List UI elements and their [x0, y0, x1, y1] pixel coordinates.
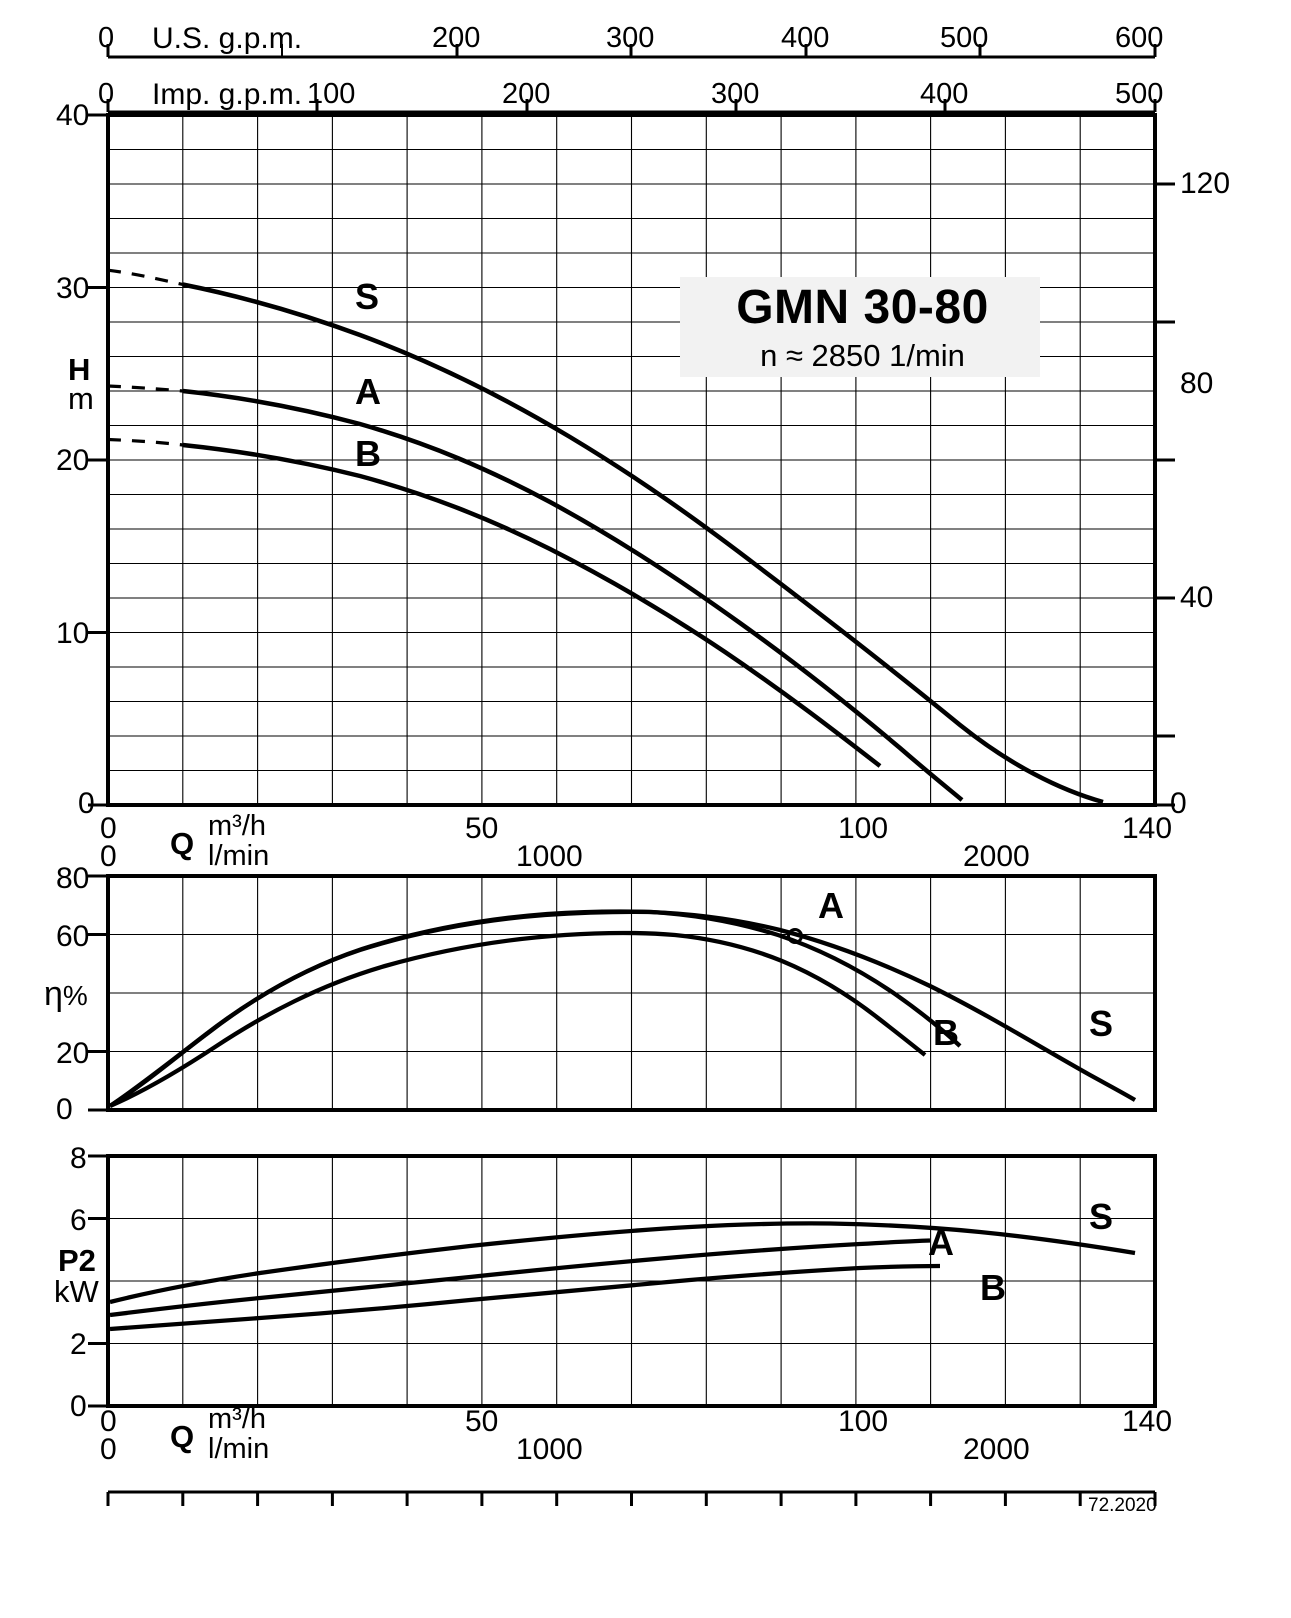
- efficiency-chart: [0, 872, 1291, 1122]
- tick-q-m3h-bottom-50: 50: [465, 1405, 499, 1438]
- tick-eta-60: 60: [56, 920, 90, 953]
- curve-label-head-S: S: [355, 276, 380, 317]
- axis-unit-m3h-bottom: m³/h: [208, 1403, 266, 1435]
- tick-p2-8: 8: [70, 1142, 87, 1175]
- title-speed: n ≈ 2850 1/min: [760, 338, 965, 373]
- curve-label-head-B: B: [355, 433, 381, 474]
- axis-label-Q-top: Q: [170, 826, 195, 861]
- axis-label-us-gpm: U.S. g.p.m.: [152, 22, 303, 55]
- tick-us-gpm-400: 400: [781, 22, 830, 54]
- tick-eta-20: 20: [56, 1037, 90, 1070]
- tick-head-0: 0: [78, 787, 95, 820]
- curve-label-p2-S: S: [1089, 1196, 1114, 1237]
- tick-head-right-0: 0: [1170, 787, 1187, 820]
- tick-head-right-120: 120: [1180, 167, 1231, 200]
- tick-imp-gpm-300: 300: [711, 78, 760, 110]
- axis-label-imp-gpm: Imp. g.p.m.: [152, 78, 303, 111]
- tick-head-20: 20: [56, 444, 90, 477]
- tick-us-gpm-300: 300: [606, 22, 655, 54]
- tick-q-m3h-100: 100: [838, 812, 889, 845]
- tick-imp-gpm-100: 100: [307, 78, 356, 110]
- tick-eta-0: 0: [56, 1093, 73, 1126]
- axis-label-P2: P2: [58, 1243, 96, 1278]
- curve-label-eta-A: A: [818, 885, 844, 926]
- axis-label-eta: η%: [44, 975, 88, 1013]
- tick-q-lmin-bottom-0: 0: [100, 1433, 117, 1466]
- tick-us-gpm-200: 200: [432, 22, 481, 54]
- tick-q-m3h-140: 140: [1122, 812, 1173, 845]
- tick-head-right-80: 80: [1180, 367, 1214, 400]
- tick-head-40: 40: [56, 99, 90, 132]
- head-chart: [0, 110, 1291, 820]
- tick-p2-0: 0: [70, 1390, 87, 1423]
- axis-label-Q-bottom: Q: [170, 1419, 195, 1454]
- tick-q-lmin-bottom-2000: 2000: [963, 1433, 1030, 1466]
- tick-q-m3h-bottom-140: 140: [1122, 1405, 1173, 1438]
- footer-code: 72.2020: [1088, 1495, 1157, 1516]
- tick-eta-80: 80: [56, 862, 90, 895]
- tick-us-gpm-600: 600: [1115, 22, 1164, 54]
- axis-label-P2-unit: kW: [54, 1274, 99, 1309]
- tick-us-gpm-500: 500: [940, 22, 989, 54]
- tick-q-m3h-0: 0: [100, 812, 117, 845]
- tick-us-gpm-0: 0: [98, 22, 115, 54]
- tick-imp-gpm-400: 400: [920, 78, 969, 110]
- tick-p2-6: 6: [70, 1204, 87, 1237]
- tick-imp-gpm-0: 0: [98, 78, 115, 110]
- axis-unit-lmin-top: l/min: [208, 840, 270, 872]
- tick-q-lmin-bottom-1000: 1000: [516, 1433, 583, 1466]
- tick-head-10: 10: [56, 617, 90, 650]
- curve-label-p2-B: B: [980, 1267, 1006, 1308]
- tick-head-30: 30: [56, 272, 90, 305]
- tick-q-m3h-bottom-0: 0: [100, 1405, 117, 1438]
- axis-unit-m3h-top: m³/h: [208, 810, 266, 842]
- tick-q-lmin-2000: 2000: [963, 840, 1030, 873]
- power-chart: [0, 1152, 1291, 1412]
- tick-head-right-40: 40: [1180, 581, 1214, 614]
- tick-imp-gpm-500: 500: [1115, 78, 1164, 110]
- curve-label-head-A: A: [355, 371, 381, 412]
- axis-label-H-unit: m: [68, 381, 94, 416]
- axis-label-H: H: [68, 352, 91, 387]
- tick-q-lmin-0: 0: [100, 840, 117, 873]
- axis-unit-lmin-bottom: l/min: [208, 1433, 270, 1465]
- tick-q-lmin-1000: 1000: [516, 840, 583, 873]
- curve-label-eta-B: B: [933, 1012, 959, 1053]
- tick-imp-gpm-200: 200: [502, 78, 551, 110]
- curve-label-p2-A: A: [928, 1222, 954, 1263]
- tick-p2-2: 2: [70, 1328, 87, 1361]
- page-title: GMN 30-80: [736, 281, 989, 334]
- tick-q-m3h-50: 50: [465, 812, 499, 845]
- curve-label-eta-S: S: [1089, 1003, 1114, 1044]
- tick-q-m3h-bottom-100: 100: [838, 1405, 889, 1438]
